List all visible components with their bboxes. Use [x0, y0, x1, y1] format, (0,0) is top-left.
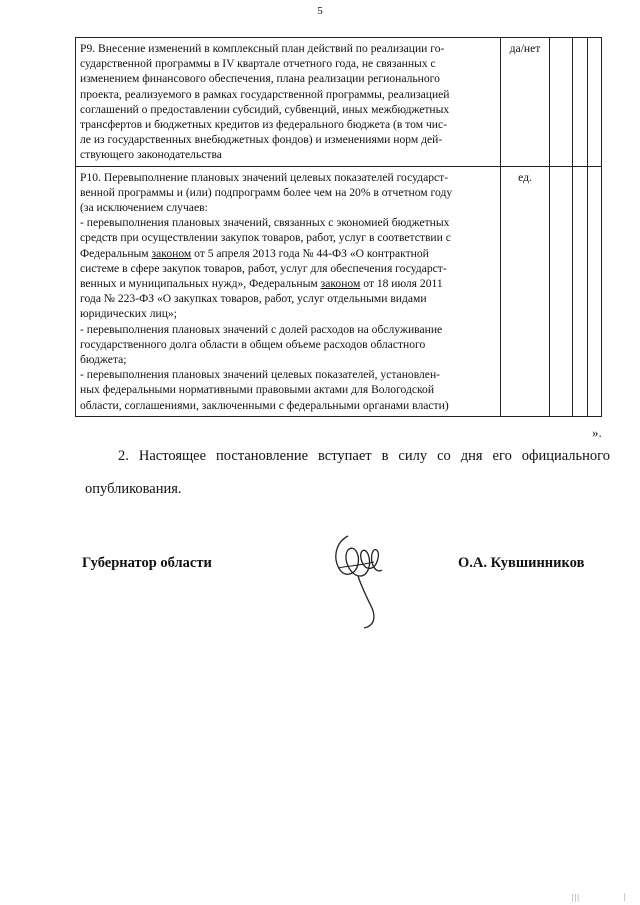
table-row — [76, 38, 602, 167]
paragraph-line-2: опубликования. — [85, 481, 182, 497]
paragraph-line-1: 2. Настоящее постановление вступает в силу со дня его официального — [118, 448, 610, 464]
empty-value-cell — [588, 166, 602, 416]
law-reference-link: законом — [151, 246, 192, 260]
criterion-text-line: юридических лиц»; — [80, 307, 177, 321]
criteria-table — [75, 37, 602, 417]
empty-value-cell — [550, 38, 573, 167]
criterion-text-line: ле из государственных внебюджетных фондов) и изменениями норм дей- — [80, 133, 443, 147]
criterion-text-line: - перевыполнения плановых значений, связанных с экономией бюджетных — [80, 216, 450, 230]
criterion-text-line: ных федеральными нормативными правовыми актами для Вологодской — [80, 383, 435, 397]
unit-cell: ед. — [501, 166, 550, 416]
handwritten-signature — [328, 528, 388, 633]
criterion-text-line: венной программы и (или) подпрограмм более чем на 20% в отчетном году — [80, 185, 453, 199]
scan-mark: ||| — [572, 893, 580, 902]
effective-date-paragraph — [85, 440, 610, 506]
criterion-text-line: соглашений о предоставлении субсидий, субвенций, иных межбюджетных — [80, 102, 450, 116]
empty-value-cell — [573, 166, 588, 416]
criterion-text-line: бюджета; — [80, 353, 127, 367]
criterion-text-line: Р10. Перевыполнение плановых значений целевых показателей государст- — [80, 170, 449, 184]
criterion-text-line: изменением финансового обеспечения, плана реализации регионального — [80, 72, 440, 86]
criterion-text-line: - перевыполнения плановых значений целевых показателей, установлен- — [80, 368, 441, 382]
closing-quote: ». — [592, 425, 602, 440]
criterion-text-cell — [76, 166, 501, 416]
criterion-text-line: трансфертов и бюджетных кредитов из федерального бюджета (в том чис- — [80, 118, 448, 132]
criterion-text-line: сударственной программы в IV квартале отчетного года, не связанных с — [80, 57, 436, 71]
criterion-text-line: области, соглашениями, заключенными с федеральными органами власти) — [80, 398, 449, 412]
criterion-text-line: венных и муниципальных нужд», Федеральным законом от 18 июля 2011 — [80, 277, 443, 291]
criterion-text-line: государственного долга области в общем объеме расходов областного — [80, 337, 426, 351]
unit-cell: да/нет — [501, 38, 550, 167]
signatory-title: Губернатор области — [82, 555, 212, 571]
empty-value-cell — [573, 38, 588, 167]
table-row — [76, 166, 602, 416]
criterion-text-line: Р9. Внесение изменений в комплексный план действий по реализации го- — [80, 42, 445, 55]
criterion-text-line: года № 223-ФЗ «О закупках товаров, работ, услуг отдельными видами — [80, 292, 427, 306]
page-number: 5 — [317, 5, 323, 17]
empty-value-cell — [550, 166, 573, 416]
law-reference-link: законом — [320, 277, 361, 291]
signatory-name: О.А. Кувшинников — [458, 555, 585, 571]
empty-value-cell — [588, 38, 602, 167]
criterion-text-line: средств при осуществлении закупок товаров, работ, услуг в соответствии с — [80, 231, 451, 245]
criterion-text-line: (за исключением случаев: — [80, 201, 208, 215]
criterion-text-cell — [76, 38, 501, 167]
criterion-text-line: - перевыполнения плановых значений с долей расходов на обслуживание — [80, 322, 443, 336]
criterion-text-line: ствующего законодательства — [80, 148, 222, 162]
criterion-text-line: системе в сфере закупок товаров, работ, услуг для обеспечения государст- — [80, 261, 447, 275]
criterion-text-line: Федеральным законом от 5 апреля 2013 года № 44-ФЗ «О контрактной — [80, 246, 429, 260]
criterion-text-line: проекта, реализуемого в рамках государственной программы, реализацией — [80, 87, 450, 101]
scan-mark-right: | — [624, 892, 626, 901]
